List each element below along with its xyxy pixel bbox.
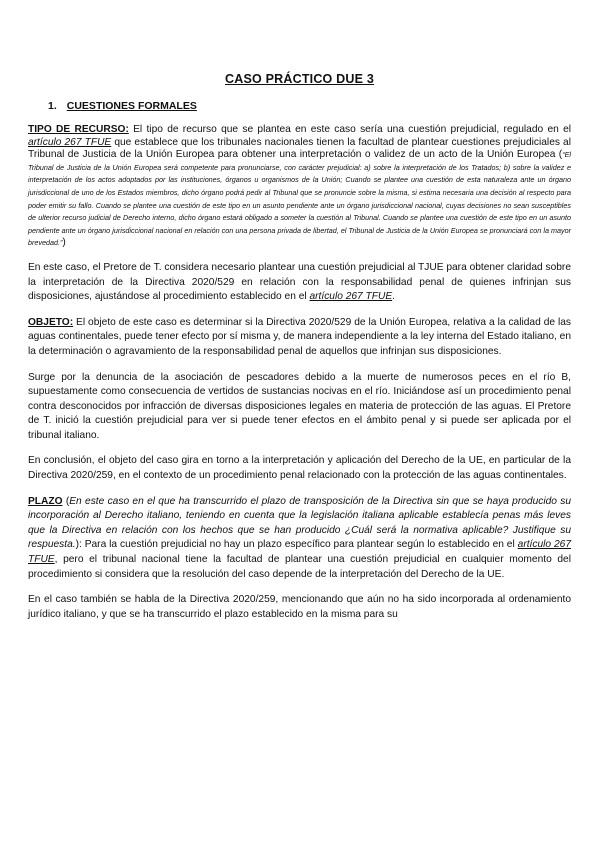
paragraph-pretore	[28, 261, 571, 305]
text: El tipo de recurso que se plantea en este caso sería una cuestión prejudicial, regulado en el	[128, 124, 572, 135]
text: .	[392, 291, 395, 303]
text: En este caso, el Pretore de T. considera necesario plantear una cuestión prejudicial al TJUE para obtener claridad sobre la interpretación de la Directiva 2020/529 en relación con la responsabilidad penal de quienes infrinjan sus disposiciones, ajustándose al procedimiento establecido en el	[28, 261, 571, 303]
text: El objeto de este caso es determinar si la Directiva 2020/529 de la Unión Europea, relativa a la calidad de las aguas continentales, puede tener efecto por sí misma y, de manera independiente a la ley interna del Estado italiano, en la determinación o agravamiento de la responsabilidad penal de aquellos que infrinjan sus disposiciones.	[28, 316, 571, 357]
paragraph-plazo	[28, 495, 571, 583]
text: ): Para la cuestión prejudicial no hay un plazo específico para plantear según lo establecido en el	[75, 539, 518, 551]
section-heading	[48, 100, 571, 112]
article-quote: “El Tribunal de Justicia de la Unión Europea será competente para pronunciarse, con carácter prejudicial: a) sobre la interpretación de los Tratados; b) sobre la validez e interpretación de los actos adoptados por las instituciones, órganos u organismos de la Unión; Cuando se plantee una cuestión de esta naturaleza ante un órgano jurisdiccional de uno de los Estados miembros, dicho órgano podrá pedir al Tribunal que se pronuncie sobre la misma, si estima necesaria una decisión al respecto para poder emitir su fallo. Cuando se plantee una cuestión de este tipo en un asunto pendiente ante un órgano jurisdiccional nacional, cuyas decisiones no sean susceptibles de ulterior recurso judicial de Derecho interno, dicho órgano estará obligado a someter la cuestión al Tribunal. Cuando se plantee una cuestión de este tipo en un asunto pendiente ante un órgano jurisdiccional nacional en relación con una persona privada de libertad, el Tribunal de Justicia de la Unión Europea se pronunciará con la mayor brevedad.”	[28, 150, 571, 248]
page-title: CASO PRÁCTICO DUE 3	[225, 72, 374, 86]
text: )	[62, 237, 66, 249]
ref-article-267: artículo 267 TFUE	[28, 136, 112, 148]
heading-plazo: PLAZO	[28, 495, 63, 507]
ref-article-267: artículo 267 TFUE	[28, 539, 571, 566]
text: que establece que los tribunales nacionales tienen la facultad de plantear cuestiones prejudiciales al Tribunal de Justicia de la Unión Europea para obtener una interpretación o validez de un acto de la Unión Europea (	[28, 136, 571, 161]
paragraph-denuncia: Surge por la denuncia de la asociación de pescadores debido a la muerte de numerosos peces en el río B, supuestamente como consecuencia de vertidos de sustancias nocivas en el río. Iniciándose así un procedimiento penal contra desconocidos por infracción de diversas disposiciones legales en materia de protección de las aguas. El Pretore de T. inició la cuestión prejudicial para ver si puede tener efectos en el ámbito penal y si puede ser aplicada por el tribunal italiano.	[28, 371, 571, 441]
text: , pero el tribunal nacional tiene la facultad de plantear una cuestión prejudicial en cualquier momento del procedimiento si considera que la resolución del caso depende de la interpretación del Derecho de la UE.	[28, 554, 571, 580]
plazo-question: En este caso en el que ha transcurrido el plazo de transposición de la Directiva sin que se haya producido su incorporación al Derecho italiano, teniendo en cuenta que la legislación italiana aplicable establecía penas más leves que la Directiva en relación con los hechos que se han producido ¿Cuál será la normativa aplicable? Justifique su respuesta.	[28, 495, 572, 551]
section-label: CUESTIONES FORMALES	[66, 100, 197, 112]
heading-objeto: OBJETO:	[28, 316, 74, 328]
text: (	[62, 495, 70, 507]
paragraph-objeto	[28, 316, 571, 360]
paragraph-tipo-de-recurso	[28, 124, 571, 250]
document-body	[28, 72, 571, 633]
ref-article-267: artículo 267 TFUE	[309, 291, 393, 303]
section-number: 1.	[48, 100, 57, 112]
paragraph-directiva: En el caso también se habla de la Directiva 2020/259, mencionando que aún no ha sido incorporada al ordenamiento jurídico italiano, y que se ha transcurrido el plazo establecido en la misma para su	[28, 594, 571, 620]
heading-tipo-de-recurso: TIPO DE RECURSO:	[28, 124, 129, 135]
paragraph-conclusion: En conclusión, el objeto del caso gira en torno a la interpretación y aplicación del Derecho de la UE, en particular de la Directiva 2020/259, en el contexto de un procedimiento penal relacionado con la protección de las aguas continentales.	[28, 455, 571, 482]
